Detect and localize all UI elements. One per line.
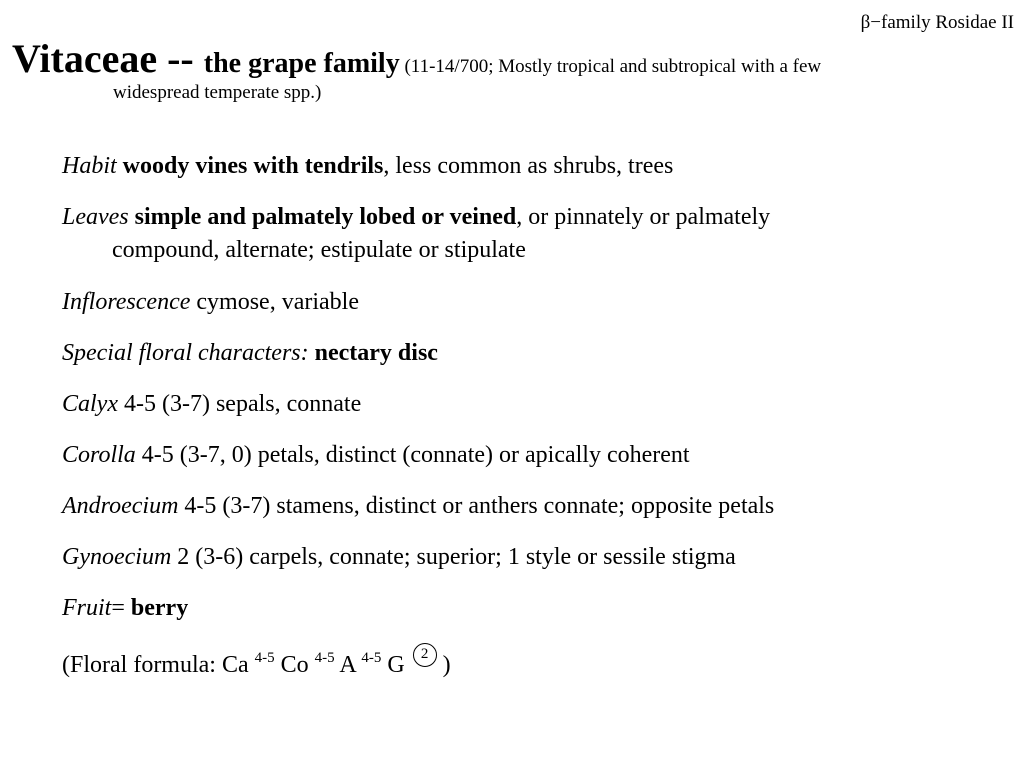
leaves-label: Leaves <box>62 204 129 230</box>
corolla-label: Corolla <box>62 442 136 468</box>
special-label: Special floral characters: <box>62 340 309 366</box>
special-row <box>62 337 1012 370</box>
inflorescence-row <box>62 286 1012 319</box>
calyx-text: 4-5 (3-7) sepals, connate <box>117 391 362 417</box>
formula-g-circled-number: 2 <box>413 643 437 667</box>
corolla-text: 4-5 (3-7, 0) petals, distinct (connate) or apically coherent <box>135 442 690 468</box>
special-bold: nectary disc <box>314 340 438 366</box>
gynoecium-text: 2 (3-6) carpels, connate; superior; 1 style or sessile stigma <box>171 544 736 570</box>
slide-tag: β−family Rosidae II <box>860 12 1014 33</box>
formula-a: A <box>334 652 362 678</box>
leaves-bold: simple and palmately lobed or veined <box>134 204 517 230</box>
formula-a-superscript: 4-5 <box>361 650 382 666</box>
androecium-label: Androecium <box>62 493 179 519</box>
formula-co: Co <box>274 652 315 678</box>
formula-ca-superscript: 4-5 <box>254 650 275 666</box>
family-name: Vitaceae -- <box>12 36 204 81</box>
calyx-row <box>62 388 1012 421</box>
androecium-row <box>62 490 1012 523</box>
formula-g: G <box>381 652 405 678</box>
floral-formula-row <box>62 643 1012 682</box>
fruit-bold: berry <box>130 595 189 621</box>
calyx-label: Calyx <box>62 391 118 417</box>
formula-suffix: ) <box>442 652 451 678</box>
family-note: (11-14/700; Mostly tropical and subtropical with a few <box>399 56 822 77</box>
fruit-equals: = <box>111 595 131 621</box>
formula-co-superscript: 4-5 <box>314 650 335 666</box>
inflorescence-label: Inflorescence <box>62 289 191 315</box>
habit-bold: woody vines with tendrils <box>122 153 384 179</box>
fruit-row <box>62 592 1012 625</box>
fruit-label: Fruit <box>62 595 112 621</box>
gynoecium-row <box>62 541 1012 574</box>
leaves-text-continued: compound, alternate; estipulate or stipulate <box>112 237 526 263</box>
gynoecium-label: Gynoecium <box>62 544 172 570</box>
leaves-text: , or pinnately or palmately <box>516 204 771 230</box>
habit-text: , less common as shrubs, trees <box>383 153 674 179</box>
corolla-row <box>62 439 1012 472</box>
androecium-text: 4-5 (3-7) stamens, distinct or anthers connate; opposite petals <box>178 493 775 519</box>
formula-prefix: (Floral formula: Ca <box>62 652 255 678</box>
leaves-row <box>62 201 1012 267</box>
slide-title <box>12 36 1002 104</box>
habit-label: Habit <box>62 153 117 179</box>
inflorescence-text: cymose, variable <box>190 289 359 315</box>
habit-row <box>62 150 1012 183</box>
family-note-continued: widespread temperate spp.) <box>113 82 322 103</box>
common-name: the grape family <box>203 48 400 79</box>
